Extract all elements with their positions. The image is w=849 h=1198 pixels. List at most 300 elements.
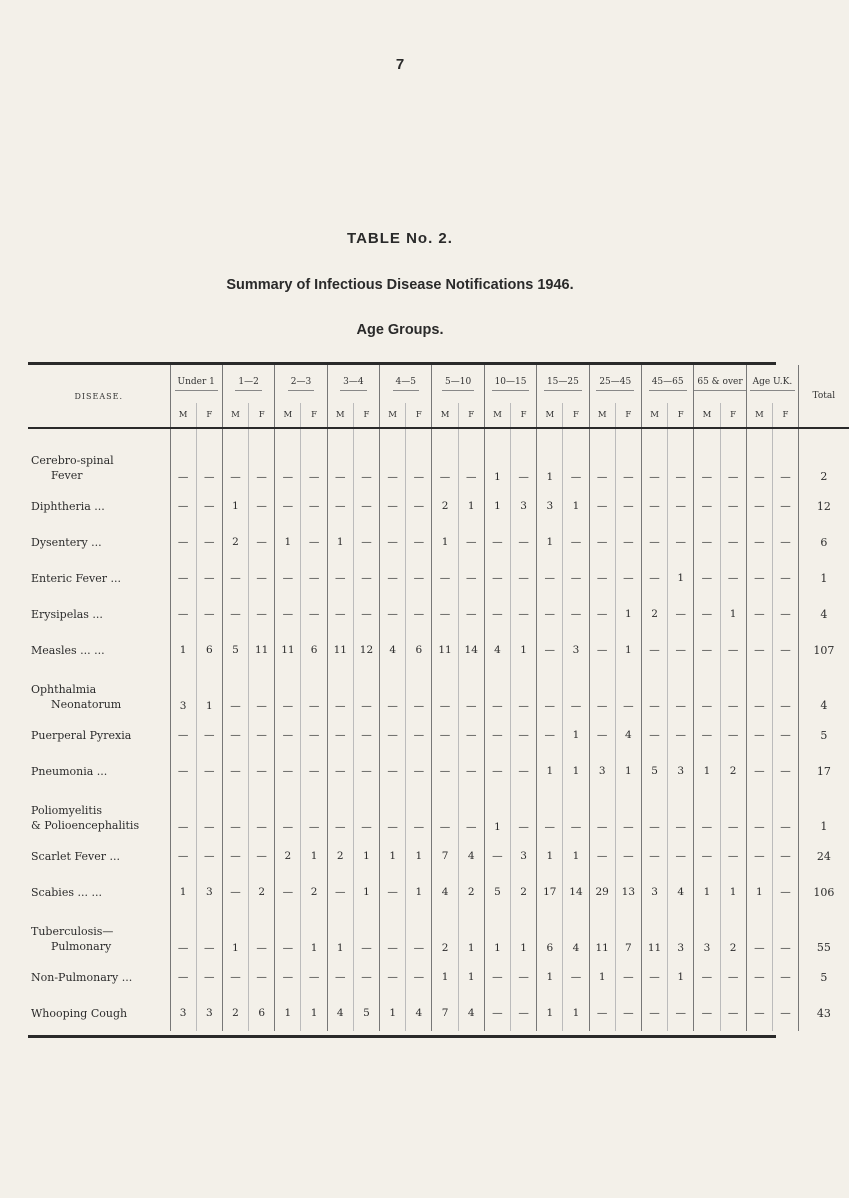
disease-name: Dysentery ... — [31, 535, 102, 549]
female-count-cell: 1 — [458, 910, 484, 959]
male-column-header: M — [694, 403, 720, 427]
male-count-cell: — — [170, 838, 196, 874]
table-row — [28, 789, 849, 838]
disease-name-cell — [28, 995, 170, 1031]
female-count-cell: 6 — [301, 632, 327, 668]
total-cell: 24 — [799, 838, 849, 874]
female-count-cell: 6 — [249, 995, 275, 1031]
male-count-cell: — — [694, 717, 720, 753]
female-count-cell: — — [249, 959, 275, 995]
female-count-cell: — — [196, 789, 222, 838]
female-count-cell: — — [615, 560, 641, 596]
female-count-cell: 1 — [301, 910, 327, 959]
female-count-cell: 1 — [720, 874, 746, 910]
total-cell: 1 — [799, 560, 849, 596]
female-count-cell: — — [301, 959, 327, 995]
age-group-label: 45—65 — [649, 377, 687, 391]
total-cell: 5 — [799, 959, 849, 995]
male-count-cell: — — [589, 596, 615, 632]
male-count-cell: — — [641, 668, 667, 717]
female-column-header: F — [720, 403, 746, 427]
female-column-header: F — [249, 403, 275, 427]
female-count-cell: — — [301, 668, 327, 717]
age-group-label: 1—2 — [235, 377, 261, 391]
male-count-cell: — — [641, 789, 667, 838]
disease-name: Cerebro-spinal — [31, 454, 114, 467]
male-column-header: M — [589, 403, 615, 427]
total-cell: 107 — [799, 632, 849, 668]
female-count-cell: 3 — [668, 753, 694, 789]
male-count-cell: — — [484, 753, 510, 789]
male-count-cell: 5 — [222, 632, 248, 668]
male-count-cell: — — [694, 596, 720, 632]
female-count-cell: — — [615, 668, 641, 717]
age-group-header — [537, 365, 589, 403]
female-count-cell: 1 — [563, 488, 589, 524]
male-count-cell: — — [432, 789, 458, 838]
male-count-cell: — — [432, 668, 458, 717]
female-count-cell: 4 — [458, 838, 484, 874]
female-count-cell: — — [301, 524, 327, 560]
female-count-cell: — — [196, 753, 222, 789]
total-cell: 4 — [799, 596, 849, 632]
male-count-cell: — — [380, 524, 406, 560]
female-count-cell: — — [615, 959, 641, 995]
female-count-cell: — — [511, 753, 537, 789]
disease-name: Erysipelas ... — [31, 607, 103, 621]
age-groups-heading: Age Groups. — [356, 322, 444, 338]
female-count-cell: 1 — [301, 838, 327, 874]
male-count-cell: 5 — [484, 874, 510, 910]
male-count-cell: — — [484, 717, 510, 753]
male-count-cell: — — [275, 910, 301, 959]
total-cell: 106 — [799, 874, 849, 910]
female-count-cell: — — [615, 524, 641, 560]
female-count-cell: 6 — [406, 632, 432, 668]
female-count-cell: — — [615, 488, 641, 524]
female-count-cell: 3 — [511, 488, 537, 524]
age-group-label: Under 1 — [175, 377, 218, 391]
female-count-cell: 1 — [563, 838, 589, 874]
male-count-cell: — — [694, 959, 720, 995]
male-count-cell: 1 — [694, 753, 720, 789]
male-count-cell: — — [170, 488, 196, 524]
male-count-cell: 1 — [275, 524, 301, 560]
female-count-cell: — — [668, 596, 694, 632]
male-count-cell: 1 — [380, 838, 406, 874]
age-group-header — [222, 365, 274, 403]
male-count-cell: — — [432, 753, 458, 789]
female-count-cell: — — [406, 789, 432, 838]
female-count-cell: — — [406, 524, 432, 560]
female-count-cell: 4 — [406, 995, 432, 1031]
disease-name: Enteric Fever ... — [31, 571, 121, 585]
female-count-cell: — — [615, 995, 641, 1031]
male-count-cell: — — [380, 874, 406, 910]
female-count-cell: 2 — [458, 874, 484, 910]
male-column-header: M — [222, 403, 248, 427]
male-count-cell: — — [327, 560, 353, 596]
male-count-cell: — — [694, 488, 720, 524]
female-count-cell: — — [196, 596, 222, 632]
female-count-cell: 2 — [720, 753, 746, 789]
male-count-cell: 1 — [275, 995, 301, 1031]
male-count-cell: — — [589, 429, 615, 488]
male-count-cell: 1 — [432, 959, 458, 995]
male-count-cell: — — [380, 959, 406, 995]
female-count-cell: 5 — [353, 995, 379, 1031]
male-count-cell: — — [170, 596, 196, 632]
female-count-cell: — — [668, 524, 694, 560]
male-count-cell: 17 — [537, 874, 563, 910]
female-count-cell: — — [720, 632, 746, 668]
disease-name-cell — [28, 753, 170, 789]
table-row — [28, 632, 849, 668]
female-count-cell: 3 — [511, 838, 537, 874]
male-count-cell: 1 — [222, 910, 248, 959]
male-count-cell: — — [380, 717, 406, 753]
male-count-cell: — — [694, 632, 720, 668]
male-count-cell: 7 — [432, 995, 458, 1031]
disease-name: Non-Pulmonary ... — [31, 970, 133, 984]
male-count-cell: — — [222, 596, 248, 632]
male-count-cell: — — [537, 560, 563, 596]
male-count-cell: — — [746, 632, 772, 668]
male-count-cell: — — [746, 838, 772, 874]
male-count-cell: 7 — [432, 838, 458, 874]
disease-column-header: DISEASE. — [74, 391, 124, 401]
female-column-header: F — [772, 403, 798, 427]
female-count-cell: — — [458, 717, 484, 753]
female-count-cell: — — [720, 429, 746, 488]
male-count-cell: 3 — [170, 668, 196, 717]
table-row — [28, 995, 849, 1031]
female-count-cell: — — [563, 789, 589, 838]
female-count-cell: 3 — [196, 874, 222, 910]
table-row — [28, 717, 849, 753]
male-count-cell: — — [641, 838, 667, 874]
female-count-cell: — — [353, 488, 379, 524]
female-count-cell: 12 — [353, 632, 379, 668]
female-count-cell: — — [772, 874, 798, 910]
female-count-cell: — — [301, 488, 327, 524]
disease-name-continuation: & Polioencephalitis — [31, 819, 140, 832]
male-count-cell: 2 — [222, 524, 248, 560]
total-column-header: Total — [799, 365, 849, 427]
male-count-cell: 5 — [641, 753, 667, 789]
female-count-cell: — — [301, 560, 327, 596]
female-count-cell: — — [353, 524, 379, 560]
male-count-cell: 2 — [432, 488, 458, 524]
female-count-cell: — — [353, 717, 379, 753]
female-count-cell: 1 — [615, 596, 641, 632]
male-count-cell: 1 — [694, 874, 720, 910]
male-count-cell: — — [170, 789, 196, 838]
female-count-cell: 1 — [668, 959, 694, 995]
disease-name-cell — [28, 596, 170, 632]
male-count-cell: — — [222, 717, 248, 753]
female-count-cell: — — [458, 596, 484, 632]
female-count-cell: — — [301, 596, 327, 632]
male-count-cell: 1 — [589, 959, 615, 995]
male-count-cell: — — [746, 560, 772, 596]
age-group-header — [432, 365, 484, 403]
male-count-cell: 1 — [537, 753, 563, 789]
female-count-cell: — — [668, 838, 694, 874]
male-count-cell: — — [641, 632, 667, 668]
disease-name-cell — [28, 429, 170, 488]
male-count-cell: — — [484, 838, 510, 874]
female-count-cell: — — [668, 632, 694, 668]
disease-name: Diphtheria ... — [31, 499, 105, 513]
disease-name: Puerperal Pyrexia — [31, 728, 132, 742]
female-count-cell: — — [249, 668, 275, 717]
female-count-cell: — — [249, 596, 275, 632]
female-count-cell: — — [511, 789, 537, 838]
female-count-cell: — — [720, 995, 746, 1031]
male-count-cell: — — [589, 668, 615, 717]
male-count-cell: — — [641, 429, 667, 488]
female-count-cell: — — [196, 429, 222, 488]
age-group-label: 15—25 — [544, 377, 582, 391]
male-count-cell: — — [170, 560, 196, 596]
age-group-label: 5—10 — [442, 377, 474, 391]
female-count-cell: — — [406, 596, 432, 632]
table-row — [28, 429, 849, 488]
female-count-cell: 4 — [668, 874, 694, 910]
disease-name-continuation: Pulmonary — [51, 940, 112, 953]
female-count-cell: — — [772, 789, 798, 838]
table-title: TABLE No. 2. — [347, 230, 453, 247]
female-count-cell: — — [511, 995, 537, 1031]
female-count-cell: — — [353, 668, 379, 717]
female-column-header: F — [353, 403, 379, 427]
female-count-cell: — — [196, 560, 222, 596]
disease-name-cell — [28, 560, 170, 596]
female-count-cell: — — [772, 668, 798, 717]
female-count-cell: 6 — [196, 632, 222, 668]
male-column-header: M — [484, 403, 510, 427]
male-count-cell: — — [484, 524, 510, 560]
female-count-cell: — — [458, 668, 484, 717]
male-count-cell: 4 — [380, 632, 406, 668]
male-count-cell: — — [484, 668, 510, 717]
male-count-cell: 1 — [170, 874, 196, 910]
female-count-cell: 3 — [668, 910, 694, 959]
female-count-cell: — — [458, 789, 484, 838]
female-count-cell: — — [301, 717, 327, 753]
female-count-cell: — — [772, 632, 798, 668]
male-count-cell: — — [746, 717, 772, 753]
male-count-cell: — — [380, 668, 406, 717]
male-column-header: M — [746, 403, 772, 427]
male-count-cell: — — [694, 668, 720, 717]
female-column-header: F — [196, 403, 222, 427]
disease-name: Pneumonia ... — [31, 764, 108, 778]
female-count-cell: — — [353, 789, 379, 838]
female-count-cell: — — [511, 524, 537, 560]
male-count-cell: — — [222, 560, 248, 596]
male-count-cell: — — [641, 995, 667, 1031]
male-count-cell: — — [537, 632, 563, 668]
female-count-cell: 1 — [615, 753, 641, 789]
male-count-cell: — — [746, 753, 772, 789]
total-cell: 2 — [799, 429, 849, 488]
female-count-cell: — — [772, 995, 798, 1031]
male-count-cell: 2 — [641, 596, 667, 632]
male-count-cell: 1 — [537, 524, 563, 560]
female-count-cell: 2 — [511, 874, 537, 910]
male-count-cell: — — [694, 560, 720, 596]
female-count-cell: — — [720, 524, 746, 560]
female-count-cell: — — [511, 560, 537, 596]
disease-name: Ophthalmia — [31, 683, 97, 696]
female-count-cell: — — [249, 429, 275, 488]
female-count-cell: — — [772, 910, 798, 959]
male-count-cell: 1 — [170, 632, 196, 668]
female-count-cell: 4 — [615, 717, 641, 753]
female-count-cell: — — [772, 429, 798, 488]
total-cell: 17 — [799, 753, 849, 789]
female-count-cell: 1 — [563, 717, 589, 753]
male-count-cell: 1 — [484, 429, 510, 488]
female-column-header: F — [563, 403, 589, 427]
male-count-cell: — — [327, 959, 353, 995]
male-count-cell: — — [589, 632, 615, 668]
male-count-cell: — — [170, 717, 196, 753]
female-count-cell: — — [511, 717, 537, 753]
female-count-cell: — — [249, 488, 275, 524]
female-count-cell: 14 — [458, 632, 484, 668]
female-count-cell: 7 — [615, 910, 641, 959]
female-count-cell: 3 — [196, 995, 222, 1031]
female-count-cell: — — [668, 789, 694, 838]
total-cell: 55 — [799, 910, 849, 959]
disease-name-cell — [28, 838, 170, 874]
male-count-cell: — — [484, 596, 510, 632]
female-count-cell: — — [406, 668, 432, 717]
male-count-cell: — — [484, 560, 510, 596]
male-count-cell: — — [380, 910, 406, 959]
male-column-header: M — [380, 403, 406, 427]
male-count-cell: — — [641, 959, 667, 995]
age-group-label: 25—45 — [596, 377, 634, 391]
male-count-cell: — — [170, 910, 196, 959]
male-count-cell: — — [275, 429, 301, 488]
female-count-cell: 1 — [458, 488, 484, 524]
table-row — [28, 488, 849, 524]
female-count-cell: — — [196, 717, 222, 753]
female-count-cell: 13 — [615, 874, 641, 910]
female-count-cell: — — [772, 596, 798, 632]
male-count-cell: 6 — [537, 910, 563, 959]
male-count-cell: 1 — [222, 488, 248, 524]
female-count-cell: — — [249, 910, 275, 959]
total-cell: 4 — [799, 668, 849, 717]
female-count-cell: — — [563, 596, 589, 632]
male-count-cell: — — [380, 753, 406, 789]
female-count-cell: — — [720, 959, 746, 995]
female-count-cell: 14 — [563, 874, 589, 910]
male-count-cell: — — [746, 596, 772, 632]
male-count-cell: — — [589, 717, 615, 753]
male-count-cell: 1 — [537, 959, 563, 995]
notifications-table — [28, 365, 849, 1031]
female-count-cell: — — [406, 717, 432, 753]
male-count-cell: — — [222, 789, 248, 838]
male-count-cell: — — [641, 488, 667, 524]
female-count-cell: 1 — [458, 959, 484, 995]
female-count-cell: — — [668, 717, 694, 753]
female-count-cell: — — [249, 789, 275, 838]
female-count-cell: — — [353, 910, 379, 959]
male-count-cell: — — [641, 524, 667, 560]
female-count-cell: — — [511, 668, 537, 717]
female-count-cell: — — [406, 488, 432, 524]
age-group-header — [170, 365, 222, 403]
female-count-cell: — — [458, 753, 484, 789]
male-count-cell: — — [275, 596, 301, 632]
disease-name-cell — [28, 789, 170, 838]
female-count-cell: 1 — [720, 596, 746, 632]
female-count-cell: — — [511, 959, 537, 995]
male-count-cell: — — [746, 429, 772, 488]
disease-name-cell — [28, 668, 170, 717]
total-cell: 1 — [799, 789, 849, 838]
total-cell: 43 — [799, 995, 849, 1031]
male-count-cell: — — [380, 488, 406, 524]
age-group-header — [589, 365, 641, 403]
disease-name-cell — [28, 717, 170, 753]
female-count-cell: — — [772, 717, 798, 753]
female-count-cell: — — [563, 959, 589, 995]
male-count-cell: 1 — [484, 910, 510, 959]
male-count-cell: — — [170, 959, 196, 995]
male-count-cell: — — [327, 596, 353, 632]
female-count-cell: — — [458, 524, 484, 560]
male-count-cell: 1 — [746, 874, 772, 910]
male-count-cell: — — [589, 995, 615, 1031]
table-row — [28, 874, 849, 910]
male-count-cell: — — [589, 524, 615, 560]
disease-name-cell — [28, 524, 170, 560]
male-count-cell: 3 — [170, 995, 196, 1031]
male-count-cell: — — [275, 717, 301, 753]
female-count-cell: — — [249, 753, 275, 789]
male-count-cell: — — [327, 488, 353, 524]
female-count-cell: — — [196, 959, 222, 995]
disease-name: Scarlet Fever ... — [31, 849, 120, 863]
male-count-cell: — — [275, 560, 301, 596]
female-count-cell: — — [772, 488, 798, 524]
male-count-cell: — — [746, 789, 772, 838]
male-count-cell: — — [170, 429, 196, 488]
female-count-cell: 1 — [615, 632, 641, 668]
male-count-cell: 29 — [589, 874, 615, 910]
male-count-cell: — — [746, 668, 772, 717]
female-count-cell: 1 — [563, 753, 589, 789]
disease-name: Poliomyelitis — [31, 804, 103, 817]
female-count-cell: — — [196, 838, 222, 874]
male-count-cell: — — [170, 524, 196, 560]
female-count-cell: — — [772, 959, 798, 995]
male-count-cell: — — [170, 753, 196, 789]
female-count-cell: — — [668, 668, 694, 717]
female-count-cell: 2 — [301, 874, 327, 910]
male-count-cell: — — [432, 596, 458, 632]
male-count-cell: 1 — [327, 910, 353, 959]
male-count-cell: — — [694, 789, 720, 838]
